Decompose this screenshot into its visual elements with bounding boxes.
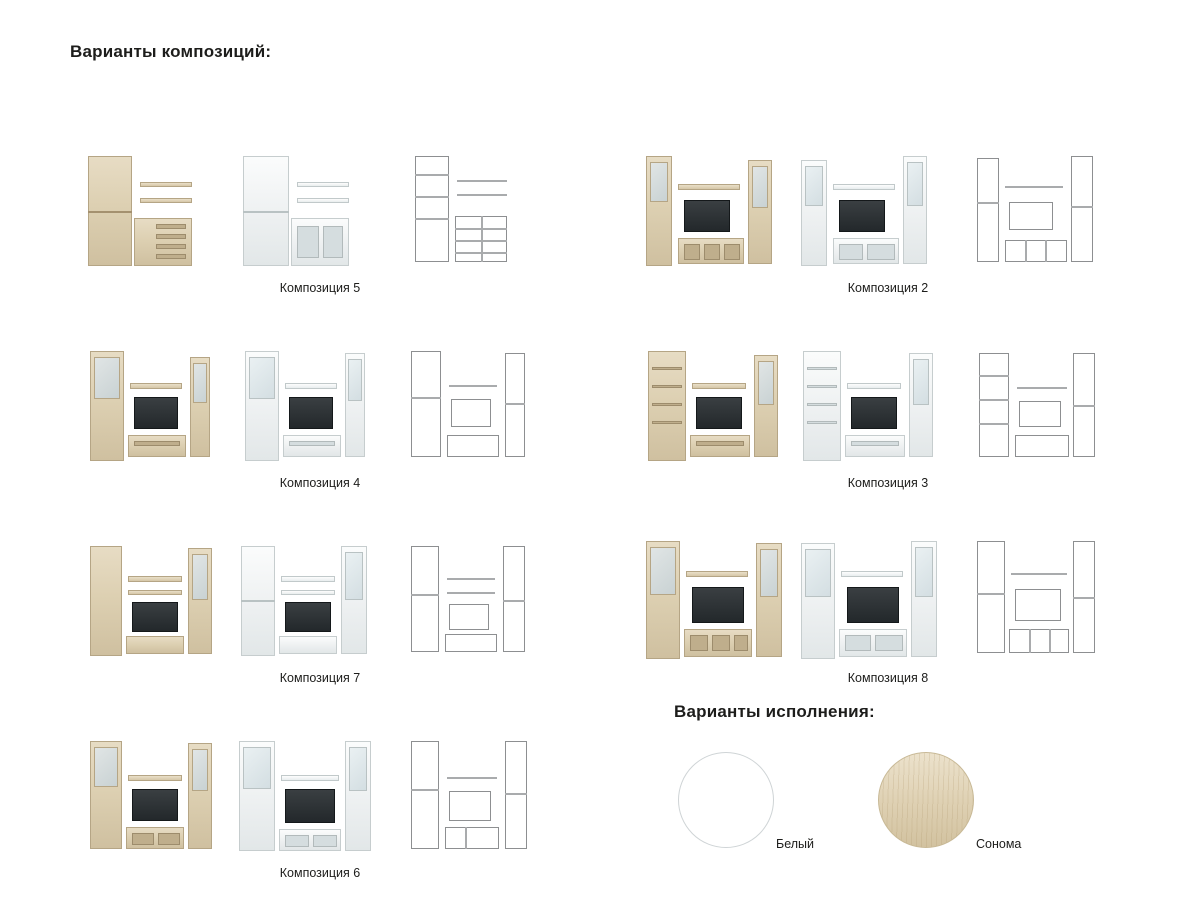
composition-comp3-white-render [793,351,938,466]
composition-comp4-label: Композиция 4 [279,476,361,490]
composition-comp3-wireframe-render [973,351,1098,466]
page-title-compositions: Варианты композиций: [70,42,272,61]
composition-comp3-label: Композиция 3 [847,476,929,490]
composition-card-comp4[interactable] [60,305,580,490]
composition-comp8-oak-render [638,541,788,661]
composition-comp3-oak-render [638,351,783,466]
composition-comp7-oak-render [70,546,215,661]
composition-comp5-label: Композиция 5 [279,281,361,295]
composition-comp5-white-render [225,156,355,271]
composition-comp6-oak-render [70,741,215,856]
composition-card-comp6[interactable] [60,695,580,880]
composition-comp8-wireframe-render [973,541,1098,661]
page-title-finishes: Варианты исполнения: [674,702,875,721]
composition-comp8-white-render [793,541,943,661]
composition-comp7-white-render [225,546,370,661]
composition-comp6-label: Композиция 6 [279,866,361,880]
composition-card-comp8[interactable] [628,500,1148,685]
composition-card-comp2[interactable] [628,110,1148,295]
finish-label-white: Белый [776,837,815,851]
composition-comp5-wireframe-render [405,156,525,271]
composition-comp8-label: Композиция 8 [847,671,929,685]
finish-swatch-sonoma[interactable] [878,752,974,848]
composition-comp2-white-render [793,156,933,271]
composition-comp4-white-render [225,351,365,466]
composition-comp4-wireframe-render [405,351,530,466]
composition-card-comp7[interactable] [60,500,580,685]
composition-comp5-oak-render [70,156,200,271]
composition-comp4-oak-render [70,351,210,466]
composition-card-comp5[interactable] [60,110,580,295]
composition-card-comp3[interactable] [628,305,1148,490]
finish-label-sonoma: Сонома [976,837,1022,851]
composition-comp7-label: Композиция 7 [279,671,361,685]
composition-comp6-wireframe-render [405,741,530,856]
composition-comp7-wireframe-render [405,546,530,661]
composition-comp2-wireframe-render [973,156,1098,271]
composition-comp2-label: Композиция 2 [847,281,929,295]
composition-comp6-white-render [225,741,375,856]
finish-swatch-white[interactable] [678,752,774,848]
composition-comp2-oak-render [638,156,778,271]
